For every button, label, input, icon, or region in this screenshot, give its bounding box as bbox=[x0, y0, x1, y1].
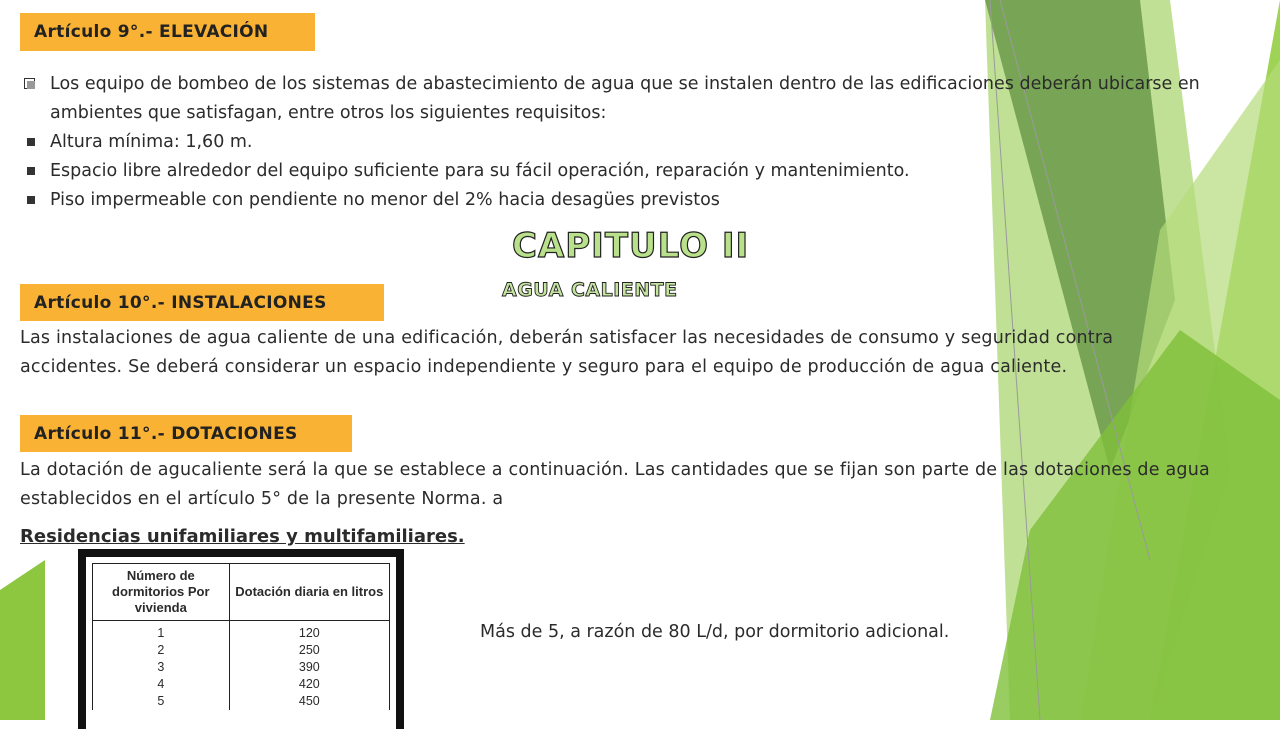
requisito-item bbox=[24, 128, 1234, 157]
dotacion-note: Más de 5, a razón de 80 L/d, por dormitorio adicional. bbox=[480, 622, 950, 642]
chapter-title: CAPITULO II bbox=[512, 226, 750, 266]
table-cell: 5 bbox=[93, 693, 230, 710]
requisito-text: Altura mínima: 1,60 m. bbox=[50, 132, 253, 152]
square-bullet-icon bbox=[27, 138, 35, 146]
articulo-9-intro-text: Los equipo de bombeo de los sistemas de abastecimiento de agua que se instalen dentro de las edificaciones deberán ubicarse en ambientes que satisfagan, entre otros los siguientes requisitos: bbox=[50, 74, 1200, 123]
articulo-10-text: Las instalaciones de agua caliente de una edificación, deberán satisfacer las necesidades de consumo y seguridad contra accidentes. Se deberá considerar un espacio independiente y seguro para el equipo de producción de agua caliente. bbox=[20, 328, 1114, 377]
table-cell: 1 bbox=[93, 621, 230, 643]
articulo-10-label: Artículo 10°.- INSTALACIONES bbox=[20, 284, 384, 321]
table-row bbox=[93, 642, 390, 659]
residencias-heading: Residencias unifamiliares y multifamiliares. bbox=[20, 526, 465, 547]
table-header-row bbox=[93, 564, 390, 621]
dotacion-table-inner bbox=[86, 557, 396, 729]
square-bullet-icon bbox=[27, 196, 35, 204]
table-row bbox=[93, 693, 390, 710]
table-row bbox=[93, 659, 390, 676]
square-bullet-icon bbox=[27, 167, 35, 175]
table-cell: 250 bbox=[229, 642, 389, 659]
articulo-9-content bbox=[24, 70, 1234, 215]
table-cell: 4 bbox=[93, 676, 230, 693]
column-header-dotacion: Dotación diaria en litros bbox=[229, 564, 389, 621]
dotacion-table bbox=[92, 563, 390, 710]
articulo-11-text: La dotación de agucaliente será la que se establece a continuación. Las cantidades que se fijan son parte de las dotaciones de agua establecidos en el artículo 5° de la presente Norma. a bbox=[20, 460, 1210, 509]
left-corner-shape bbox=[0, 560, 45, 720]
checkbox-bullet-icon bbox=[24, 78, 35, 89]
table-cell: 390 bbox=[229, 659, 389, 676]
table-cell: 450 bbox=[229, 693, 389, 710]
dotacion-table-frame bbox=[78, 549, 404, 729]
articulo-9-intro bbox=[24, 70, 1234, 128]
column-header-dormitorios: Número de dormitorios Por vivienda bbox=[93, 564, 230, 621]
table-cell: 2 bbox=[93, 642, 230, 659]
requisito-text: Espacio libre alrededor del equipo suficiente para su fácil operación, reparación y mantenimiento. bbox=[50, 161, 910, 181]
table-cell: 420 bbox=[229, 676, 389, 693]
articulo-11-label: Artículo 11°.- DOTACIONES bbox=[20, 415, 352, 452]
requisito-item bbox=[24, 186, 1234, 215]
requisito-item bbox=[24, 157, 1234, 186]
chapter-subtitle: AGUA CALIENTE bbox=[502, 279, 678, 301]
table-cell: 3 bbox=[93, 659, 230, 676]
articulo-9-label: Artículo 9°.- ELEVACIÓN bbox=[20, 13, 315, 51]
table-row bbox=[93, 621, 390, 643]
table-cell: 120 bbox=[229, 621, 389, 643]
table-row bbox=[93, 676, 390, 693]
requisito-text: Piso impermeable con pendiente no menor del 2% hacia desagües previstos bbox=[50, 190, 720, 210]
